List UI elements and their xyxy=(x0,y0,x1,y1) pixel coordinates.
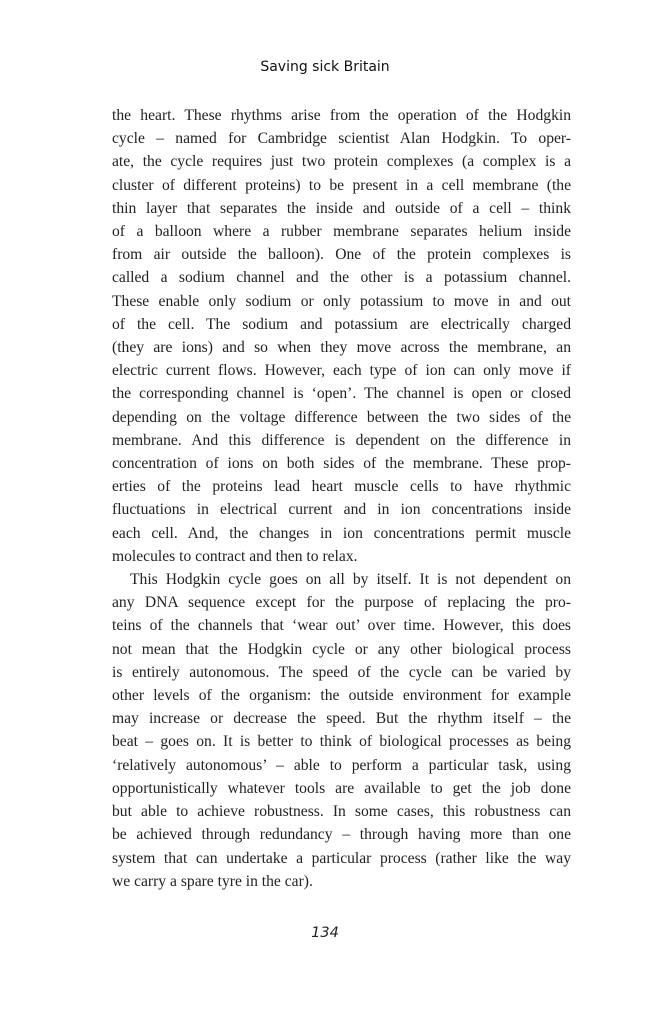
text-line: depending on the voltage difference between the two sides of the xyxy=(112,408,571,426)
text-line: be achieved through redundancy – through having more than one xyxy=(112,826,571,844)
text-line: cycle – named for Cambridge scientist Alan Hodgkin. To oper- xyxy=(112,130,571,148)
text-line: beat – goes on. It is better to think of biological processes as being xyxy=(112,733,571,751)
text-line: thin layer that separates the inside and outside of a cell – think xyxy=(112,199,571,217)
text-line: is entirely autonomous. The speed of the cycle can be varied by xyxy=(112,663,571,681)
text-line: not mean that the Hodgkin cycle or any other biological process xyxy=(112,640,571,658)
text-line: other levels of the organism: the outside environment for example xyxy=(112,687,571,705)
text-line: fluctuations in electrical current and in ion concentrations inside xyxy=(112,501,571,519)
text-line: (they are ions) and so when they move across the membrane, an xyxy=(112,339,571,357)
text-line: This Hodgkin cycle goes on all by itself. It is not dependent on xyxy=(130,571,571,589)
text-line: of the cell. The sodium and potassium are electrically charged xyxy=(112,315,571,333)
text-line: called a sodium channel and the other is a potassium channel. xyxy=(112,269,571,287)
paragraph-1 xyxy=(112,104,571,568)
text-line: opportunistically whatever tools are available to get the job done xyxy=(112,779,571,797)
text-line: ‘relatively autonomous’ – able to perform a particular task, using xyxy=(112,756,571,774)
text-line: system that can undertake a particular process (rather like the way xyxy=(112,849,571,867)
text-line: molecules to contract and then to relax. xyxy=(112,547,358,565)
text-line: the corresponding channel is ‘open’. The channel is open or closed xyxy=(112,385,571,403)
text-line: concentration of ions on both sides of the membrane. These prop- xyxy=(112,455,571,473)
text-line: each cell. And, the changes in ion concentrations permit muscle xyxy=(112,524,571,542)
text-line: erties of the proteins lead heart muscle cells to have rhythmic xyxy=(112,478,571,496)
running-head: Saving sick Britain xyxy=(260,59,390,75)
text-line: These enable only sodium or only potassium to move in and out xyxy=(112,292,571,310)
text-line: we carry a spare tyre in the car). xyxy=(112,872,313,890)
text-line: membrane. And this difference is dependent on the difference in xyxy=(112,431,571,449)
text-line: ate, the cycle requires just two protein complexes (a complex is a xyxy=(112,153,571,171)
paragraph-2 xyxy=(112,568,571,893)
page-number: 134 xyxy=(311,925,339,941)
text-line: any DNA sequence except for the purpose of replacing the pro- xyxy=(112,594,571,612)
text-line: teins of the channels that ‘wear out’ over time. However, this does xyxy=(112,617,571,635)
text-line: from air outside the balloon). One of the protein complexes is xyxy=(112,246,571,264)
text-line: may increase or decrease the speed. But the rhythm itself – the xyxy=(112,710,571,728)
text-line: but able to achieve robustness. In some cases, this robustness can xyxy=(112,803,571,821)
text-line: electric current flows. However, each type of ion can only move if xyxy=(112,362,571,380)
text-line: the heart. These rhythms arise from the operation of the Hodgkin xyxy=(112,107,571,124)
text-line: cluster of different proteins) to be present in a cell membrane (the xyxy=(112,176,571,194)
text-line: of a balloon where a rubber membrane separates helium inside xyxy=(112,223,571,241)
body-text xyxy=(112,104,571,893)
